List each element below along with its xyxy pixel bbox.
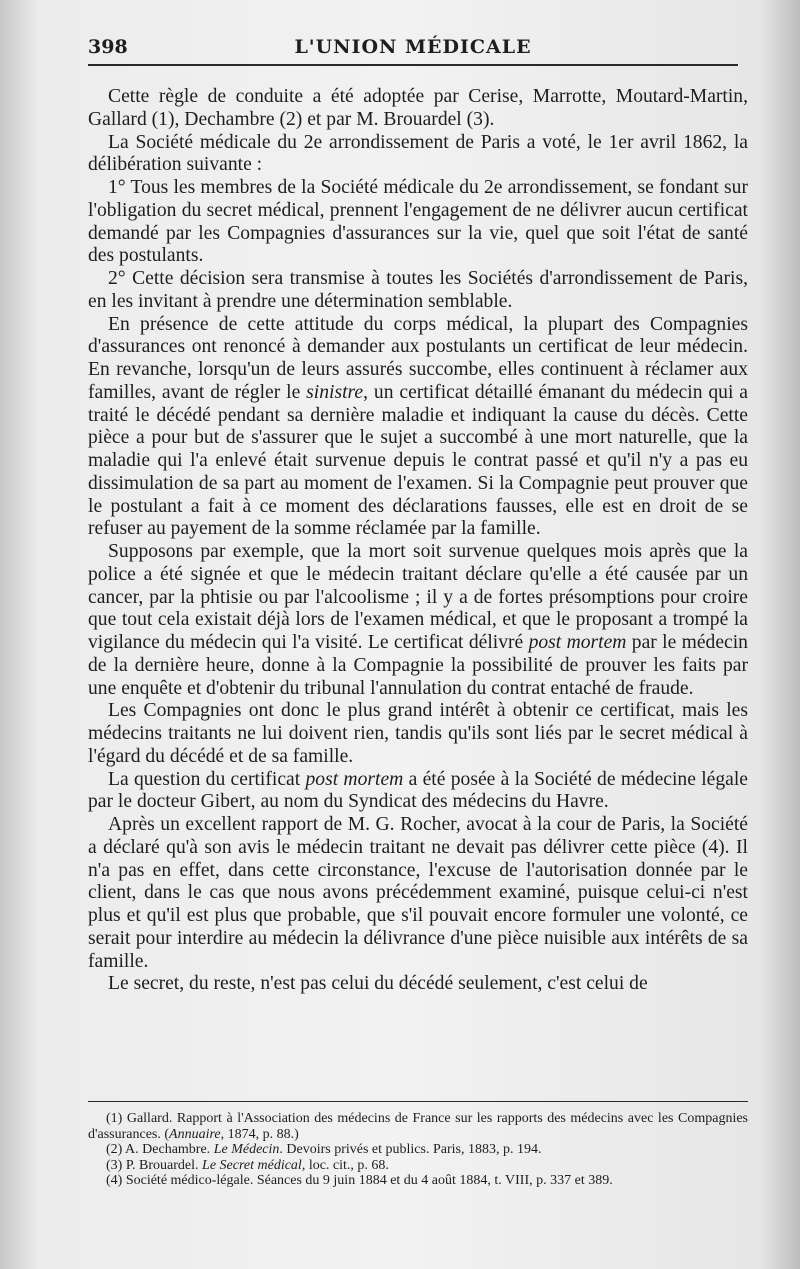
text-run: (3) P. Brouardel. (106, 1157, 203, 1173)
paragraph: La Société médicale du 2e arrondissement de Paris a voté, le 1er avril 1862, la délibération suivante : (88, 131, 748, 176)
running-header (88, 30, 738, 66)
italic-term: Le Secret médical (202, 1157, 302, 1173)
footnote (88, 1158, 748, 1174)
text-run: (2) A. Dechambre. (106, 1142, 214, 1157)
footnote: (4) Société médico-légale. Séances du 9 juin 1884 et du 4 août 1884, t. VIII, p. 337 et 389. (106, 1173, 613, 1188)
footnote (88, 1111, 748, 1142)
italic-term: Annuaire (169, 1126, 221, 1142)
italic-term: sinistre (306, 381, 364, 403)
paragraph: Le secret, du reste, n'est pas celui du décédé seulement, c'est celui de (108, 973, 648, 995)
text-run: , loc. cit., p. 68. (301, 1157, 389, 1173)
italic-term: Le Médecin (213, 1142, 280, 1157)
page-number: 398 (88, 36, 128, 58)
text-run: , un certificat détaillé émanant du médecin qui a traité le décédé pendant sa dernière maladie et indiquant la cause du décès. Cette pièce a pour but de s'assurer que le sujet a succombé à une mort naturelle, que la maladie qui l'a enlevé était survenue depuis le contrat passé et qu'il n'y a pas eu dissimulation de sa part au moment de l'examen. Si la Compagnie peut prouver que le postulant a fait à ce moment des déclarations fausses, elle est en droit de se refuser au payement de la somme réclamée par la famille. (88, 381, 748, 540)
text-run: Supposons par exemple, que la mort soit survenue quelques mois après que la police a été signée et que le médecin traitant déclare qu'elle a été causée par un cancer, par la phtisie ou par l'alcoolisme ; il y a de fortes présomptions pour croire que tout cela existait déjà lors de l'examen médical, et que le proposant a trompé la vigilance du médecin qui l'a visité. Le certificat délivré (88, 541, 748, 653)
text-run: En présence de cette attitude du corps médical, la plupart des Compagnies d'assurances ont renoncé à demander aux postulants un certificat de leur médecin. En revanche, lorsqu'un de leurs assurés succombe, elles continuent à réclamer aux familles, avant de régler le (88, 313, 748, 403)
footnote (88, 1142, 748, 1158)
text-run: a été posée à la Société de médecine légale par le docteur Gibert, au nom du Syndicat des médecins du Havre. (88, 768, 748, 813)
text-run: (1) Gallard. Rapport à l'Association des médecins de France sur les rapports des médecins avec les Compagnies d'assurances. ( (88, 1111, 748, 1142)
paragraph (88, 314, 748, 542)
paragraph: 1° Tous les membres de la Société médicale du 2e arrondissement, se fondant sur l'obligation du secret médical, prennent l'engagement de ne délivrer aucun certificat demandé par les Compagnies d'assurances sur la vie, quel que soit l'état de santé des postulants. (88, 177, 748, 267)
paragraph: Les Compagnies ont donc le plus grand intérêt à obtenir ce certificat, mais les médecins traitants ne lui doivent rien, tandis qu'ils sont liés par le secret médical à l'égard du décédé et de sa famille. (88, 700, 748, 767)
journal-title: L'UNION MÉDICALE (294, 36, 532, 58)
paragraph (88, 541, 748, 700)
text-run: , 1874, p. 88.) (220, 1126, 299, 1142)
text-run: . Devoirs privés et publics. Paris, 1883, p. 194. (279, 1142, 542, 1157)
text-run: par le médecin de la dernière heure, donne à la Compagnie la possibilité de prouver les faits par une enquête et d'obtenir du tribunal l'annulation du contrat entaché de fraude. (88, 632, 748, 699)
paragraph: Cette règle de conduite a été adoptée par Cerise, Marrotte, Moutard-Martin, Gallard (1), Dechambre (2) et par M. Brouardel (3). (88, 86, 748, 130)
italic-term: post mortem (305, 768, 404, 790)
footnotes (88, 1111, 748, 1189)
paragraph: Après un excellent rapport de M. G. Rocher, avocat à la cour de Paris, la Société a déclaré qu'à son avis le médecin traitant ne devait pas délivrer cette pièce (4). Il n'a pas en effet, dans cette circonstance, l'excuse de l'autorisation donnée par le client, dans le cas que nous avons précédemment examiné, puisque celui-ci n'est plus et qu'il est plus que probable, que s'il pouvait encore formuler une volonté, ce serait pour interdire au médecin la délivrance d'une pièce nuisible aux intérêts de sa famille. (88, 814, 748, 972)
footnote-divider (88, 1101, 748, 1102)
text-run: La question du certificat (108, 768, 306, 790)
paragraph (88, 769, 748, 815)
italic-term: post mortem (528, 632, 627, 653)
paragraph: 2° Cette décision sera transmise à toutes les Sociétés d'arrondissement de Paris, en les invitant à prendre une détermination semblable. (88, 268, 748, 312)
body-text (88, 86, 748, 996)
